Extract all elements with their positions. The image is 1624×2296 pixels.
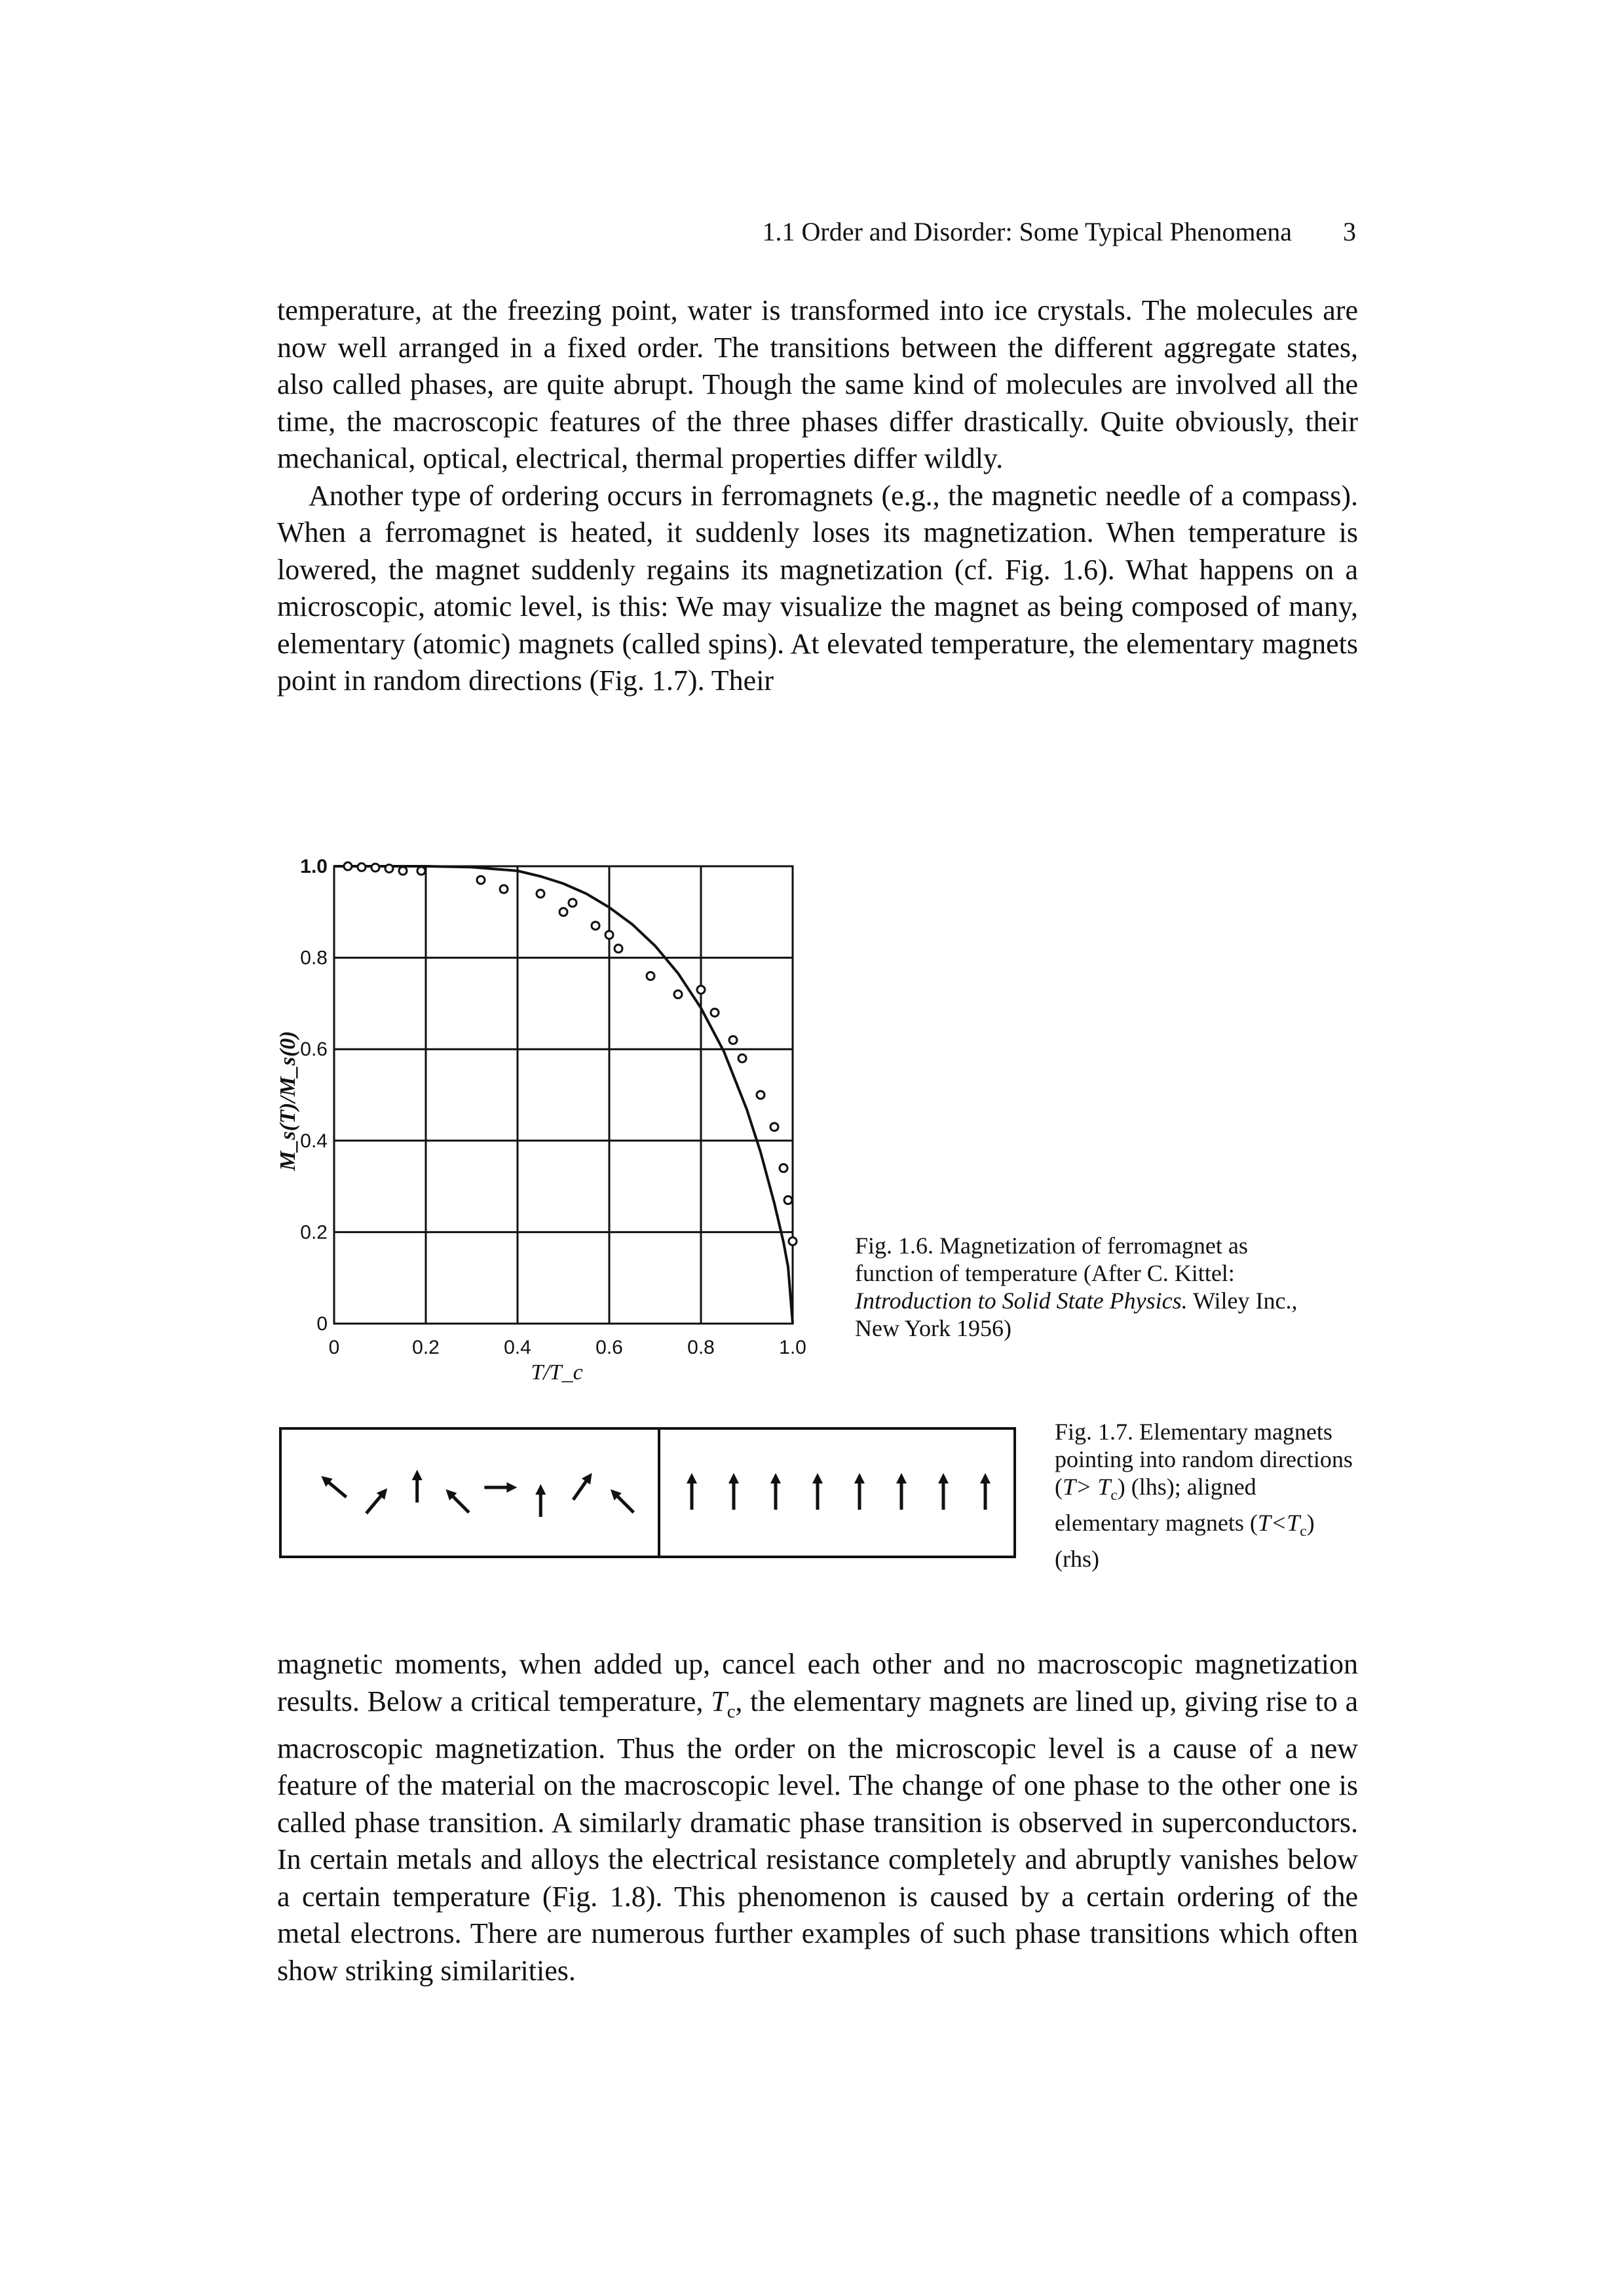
random-spins xyxy=(318,1470,637,1517)
plot-frame xyxy=(334,866,793,1324)
data-point xyxy=(614,945,622,953)
random-spin-arrow xyxy=(569,1470,596,1502)
data-point xyxy=(605,931,613,939)
experiment-points xyxy=(344,862,797,1245)
data-point xyxy=(399,867,407,875)
page-number: 3 xyxy=(1343,217,1356,246)
data-point xyxy=(697,985,705,993)
random-spin-arrow xyxy=(412,1470,423,1502)
fig-1-6-caption: Fig. 1.6. Magnetization of ferromagnet as function of temperature (After C. Kittel: Introduction to Solid State Physics. Wiley Inc., New York 1956) xyxy=(855,1233,1298,1341)
paragraph-3: magnetic moments, when added up, cancel each other and no macroscopic magnetization results. Below a critical temperature, $T_c$, the elementary magnets are lined up, giving rise to a macroscopic magnetization. Thus the order on the microscopic level is a cause of a new feature of the material on the macroscopic level. The change of one phase to the other one is called phase transition. A similarly dramatic phase transition is observed in superconductors. In certain metals and alloys the electrical resistance completely and abruptly vanishes below a certain temperature (Fig. 1.8). This phenomenon is caused by a certain ordering of the metal electrons. There are numerous further examples of such phase transitions which often show striking similarities. xyxy=(277,1648,1358,1987)
fig-1-7-caption: Fig. 1.7. Elementary magnets pointing into random directions $(T> T_c)$ (lhs); aligned elementary magnets $(T<T_c)$ (rhs) xyxy=(1055,1419,1353,1573)
magnetization-chart xyxy=(249,845,825,1396)
chart-grid xyxy=(334,866,793,1324)
book-title: Introduction to Solid State Physics. xyxy=(855,1288,1188,1314)
running-header xyxy=(275,216,1356,256)
fig-1-6-label: Fig. 1.6. xyxy=(855,1233,934,1259)
data-point xyxy=(647,972,654,980)
data-point xyxy=(770,1123,778,1131)
spin-diagram-frame xyxy=(280,1428,1015,1557)
x-tick-label: 0.6 xyxy=(595,1337,623,1358)
y-tick-labels xyxy=(300,856,328,1335)
x-tick-label: 0.2 xyxy=(412,1337,440,1358)
data-point xyxy=(385,864,393,872)
x-tick-label: 0 xyxy=(328,1337,340,1358)
theory-curve xyxy=(334,866,793,1324)
aligned-spin-arrow xyxy=(812,1473,823,1510)
data-point xyxy=(789,1237,797,1245)
data-point xyxy=(537,890,544,898)
data-point xyxy=(674,990,682,998)
x-tick-label: 1.0 xyxy=(779,1337,806,1358)
y-tick-label: 1.0 xyxy=(300,856,328,877)
y-tick-label: 0.6 xyxy=(300,1039,328,1061)
y-tick-label: 0 xyxy=(316,1313,328,1335)
data-point xyxy=(592,922,599,930)
data-point xyxy=(371,864,379,871)
spin-diagram xyxy=(279,1427,1016,1558)
aligned-spin-arrow xyxy=(770,1473,781,1510)
random-spin-arrow xyxy=(607,1485,637,1516)
aligned-spins xyxy=(687,1473,991,1510)
random-spin-arrow xyxy=(318,1472,350,1501)
x-tick-label: 0.8 xyxy=(687,1337,715,1358)
data-point xyxy=(738,1054,746,1062)
data-point xyxy=(780,1164,787,1172)
data-point xyxy=(477,876,485,884)
aligned-spin-arrow xyxy=(980,1473,991,1510)
aligned-spin-arrow xyxy=(687,1473,697,1510)
data-point xyxy=(358,863,366,871)
random-spin-arrow xyxy=(362,1485,391,1517)
x-tick-label: 0.4 xyxy=(504,1337,531,1358)
data-point xyxy=(417,867,425,875)
data-point xyxy=(559,908,567,916)
aligned-spin-arrow xyxy=(728,1473,739,1510)
y-tick-label: 0.2 xyxy=(300,1221,328,1244)
body-text-top xyxy=(277,292,1358,700)
paragraph-2: Another type of ordering occurs in ferromagnets (e.g., the magnetic needle of a compass). When a ferromagnet is heated, it suddenly loses its magnetization. When temperature is lowered, the magnet suddenly regains its magnetization (cf. Fig. 1.6). What happens on a microscopic, atomic level, is this: We may visualize the magnet as being composed of many, elementary (atomic) magnets (called spins). At elevated temperature, the elementary magnets point in random directions (Fig. 1.7). Their xyxy=(277,479,1358,697)
tc-symbol: T xyxy=(711,1685,727,1717)
data-point xyxy=(757,1091,765,1099)
data-point xyxy=(569,899,576,907)
body-text-bottom xyxy=(277,1646,1358,1989)
random-spin-arrow xyxy=(484,1482,517,1493)
x-axis-label: T/T_c xyxy=(531,1360,583,1385)
data-point xyxy=(344,862,352,870)
fig-1-7-label: Fig. 1.7. xyxy=(1055,1419,1134,1445)
data-point xyxy=(729,1036,737,1044)
aligned-spin-arrow xyxy=(896,1473,907,1510)
random-spin-arrow xyxy=(535,1484,546,1517)
data-point xyxy=(500,885,508,893)
x-tick-labels xyxy=(329,1337,806,1358)
random-spin-arrow xyxy=(442,1485,473,1516)
aligned-spin-arrow xyxy=(854,1473,865,1510)
data-point xyxy=(711,1008,719,1016)
y-axis-label: M_s(T)/M_s(0) xyxy=(276,1031,300,1171)
section-title: 1.1 Order and Disorder: Some Typical Phenomena xyxy=(762,217,1292,246)
y-tick-label: 0.8 xyxy=(300,947,328,969)
y-tick-label: 0.4 xyxy=(300,1130,328,1152)
paragraph-1: temperature, at the freezing point, water is transformed into ice crystals. The molecules are now well arranged in a fixed order. The transitions between the different aggregate states, also called phases, are quite abrupt. Though the same kind of molecules are involved all the time, the macroscopic features of the three phases differ drastically. Quite obviously, their mechanical, optical, electrical, thermal properties differ wildly. xyxy=(277,294,1358,474)
data-point xyxy=(784,1196,792,1204)
aligned-spin-arrow xyxy=(938,1473,949,1510)
